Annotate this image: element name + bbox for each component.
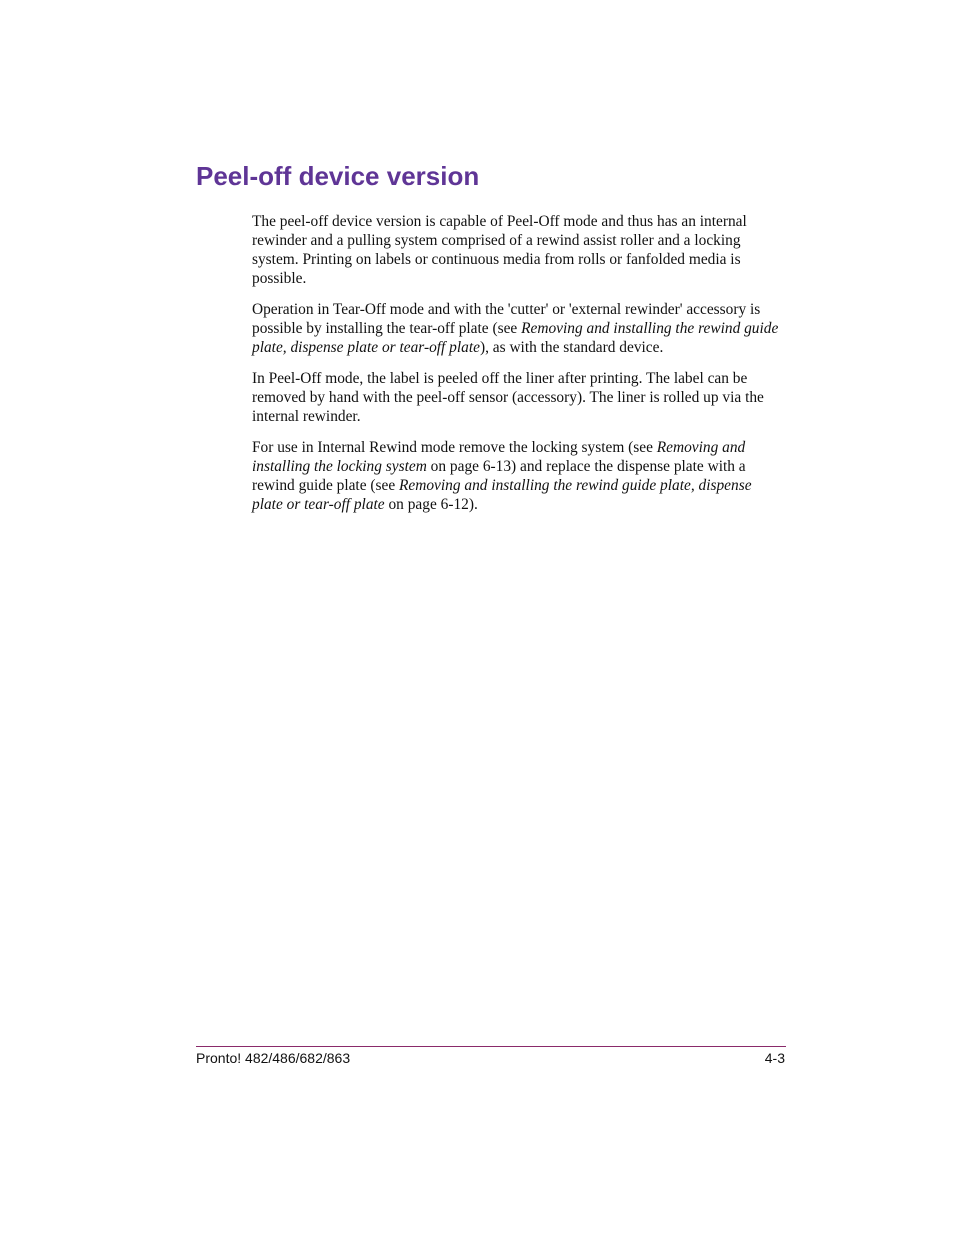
body-text [252, 212, 784, 526]
cross-reference-text: Removing and installing the rewind guide plate, dispense plate or tear-off plate [252, 477, 752, 513]
footer-page-number: 4-3 [764, 1050, 785, 1066]
text-segment: In Peel-Off mode, the label is peeled off the liner after printing. The label can be removed by hand with the peel-off sensor (accessory). The liner is rolled up via the internal rewinder. [252, 370, 764, 425]
paragraph [252, 438, 784, 514]
text-segment: Operation in Tear-Off mode and with the 'cutter' or 'external rewinder' accessory is possible by installing the tear-off plate (see [252, 301, 761, 337]
text-segment: on page 6-13) and replace the dispense plate with a rewind guide plate (see [252, 458, 746, 494]
paragraph [252, 212, 784, 288]
footer-divider [196, 1046, 786, 1047]
text-segment: For use in Internal Rewind mode remove the locking system (see [252, 439, 657, 456]
paragraph [252, 300, 784, 357]
text-segment: ), as with the standard device. [479, 339, 664, 356]
paragraph [252, 369, 784, 426]
page-title: Peel-off device version [196, 161, 480, 191]
cross-reference-text: Removing and installing the rewind guide plate, dispense plate or tear-off plate [252, 320, 779, 356]
cross-reference-text: Removing and installing the locking system [252, 439, 746, 475]
text-segment: The peel-off device version is capable of Peel-Off mode and thus has an internal rewinder and a pulling system comprised of a rewind assist roller and a locking system. Printing on labels or continuous media from rolls or fanfolded media is possible. [252, 213, 747, 287]
text-segment: on page 6-12). [384, 496, 478, 513]
footer-product-name: Pronto! 482/486/682/863 [196, 1050, 351, 1066]
